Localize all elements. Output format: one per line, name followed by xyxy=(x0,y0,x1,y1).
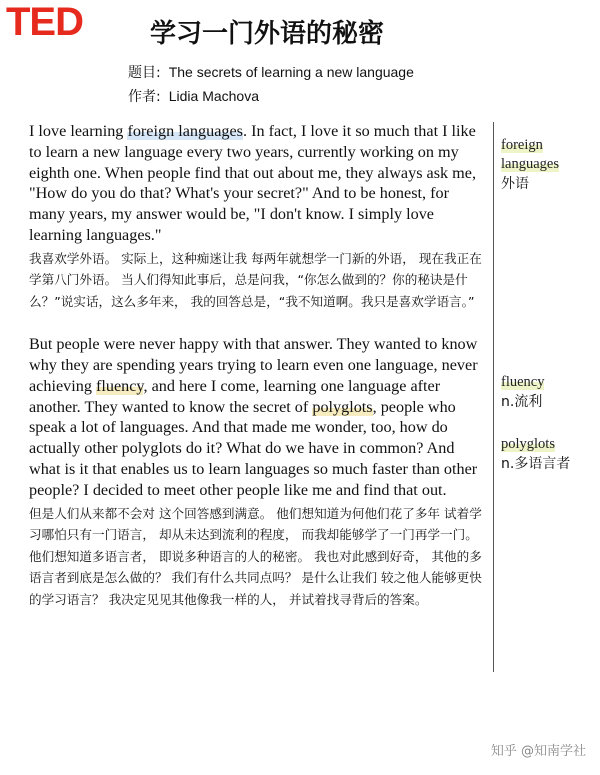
author-value: Lidia Machova xyxy=(168,88,259,104)
highlight-foreign-languages: foreign languages xyxy=(127,122,243,140)
watermark: 知乎 @知南学社 xyxy=(490,744,586,759)
glossary-meaning: 外语 xyxy=(501,176,529,192)
paragraph2-text-c: , people who speak a lot of languages. And that made me wonder, too, how do actually other polyglots do it? What do we have in common? And what is it that enables us to learn languages so much faster than other people? I decided to meet other people like me and find that out. xyxy=(29,397,478,499)
glossary-term-text: foreign languages xyxy=(501,137,559,172)
paragraph1-english xyxy=(29,121,484,246)
topic-line xyxy=(128,62,414,82)
paragraph1-text-a: I love learning xyxy=(29,122,128,140)
glossary-term xyxy=(501,136,596,174)
glossary-item xyxy=(501,435,596,474)
author-line xyxy=(128,86,259,106)
page-title: 学习一门外语的秘密 xyxy=(150,19,385,49)
glossary-meaning: n.多语言者 xyxy=(501,456,571,472)
paragraph2-chinese: 但是人们从来都不会对 这个回答感到满意。 他们想知道为何他们花了多年 试着学习哪怕只有一门语言， 却从未达到流利的程度， 而我却能够学了一门再学一门。 他们想知道多语言者， 即说多种语言的人的秘密。 我也对此感到好奇， 其他的多语言者到底是怎么做的？ 我们有什么共同点吗？ 是什么让我们 较之他人能够更快的学习语言？ 我决定见见其他像我一样的人， 并试着找寻背后的答案。 xyxy=(29,505,482,607)
glossary-meaning: n.流利 xyxy=(501,394,543,410)
paragraph2-text-b: , and here I come, learning one language after another. They wanted to know the secret of xyxy=(29,376,441,416)
topic-value: The secrets of learning a new language xyxy=(168,64,414,80)
ted-logo: TED xyxy=(6,0,83,44)
highlight-fluency: fluency xyxy=(95,376,144,395)
transcript-body xyxy=(29,121,484,610)
glossary-item xyxy=(501,136,596,194)
glossary-term-text: polyglots xyxy=(501,436,555,452)
paragraph1-text-b: . In fact, I love it so much that I like to learn a new language every two years, currently working on my eighth one. When people find that out about me, they always ask me, "How do you do that? What's your secret?" And to be honest, for many years, my answer would be, "I don't know. I simply love learning languages." xyxy=(29,122,476,244)
glossary-term-text: fluency xyxy=(501,374,545,390)
highlight-polyglots: polyglots xyxy=(312,397,373,416)
glossary-item xyxy=(501,373,596,412)
topic-label: 题目: xyxy=(128,65,161,81)
margin-divider xyxy=(493,122,494,672)
glossary-term xyxy=(501,373,596,392)
paragraph2-text-a: But people were never happy with that answer. They wanted to know why they are spending years trying to learn even one language, never achieving xyxy=(29,335,478,395)
author-label: 作者: xyxy=(128,89,161,105)
paragraph1-chinese: 我喜欢学外语。 实际上，这种痴迷让我 每两年就想学一门新的外语， 现在我正在学第八门外语。 当人们得知此事后，总是问我，“你怎么做到的？你的秘诀是什么？”说实话，这么多年来， 我的回答总是，“我不知道啊。我只是喜欢学语言。” xyxy=(29,250,482,309)
paragraph2-english xyxy=(29,334,484,500)
glossary-term xyxy=(501,435,596,454)
